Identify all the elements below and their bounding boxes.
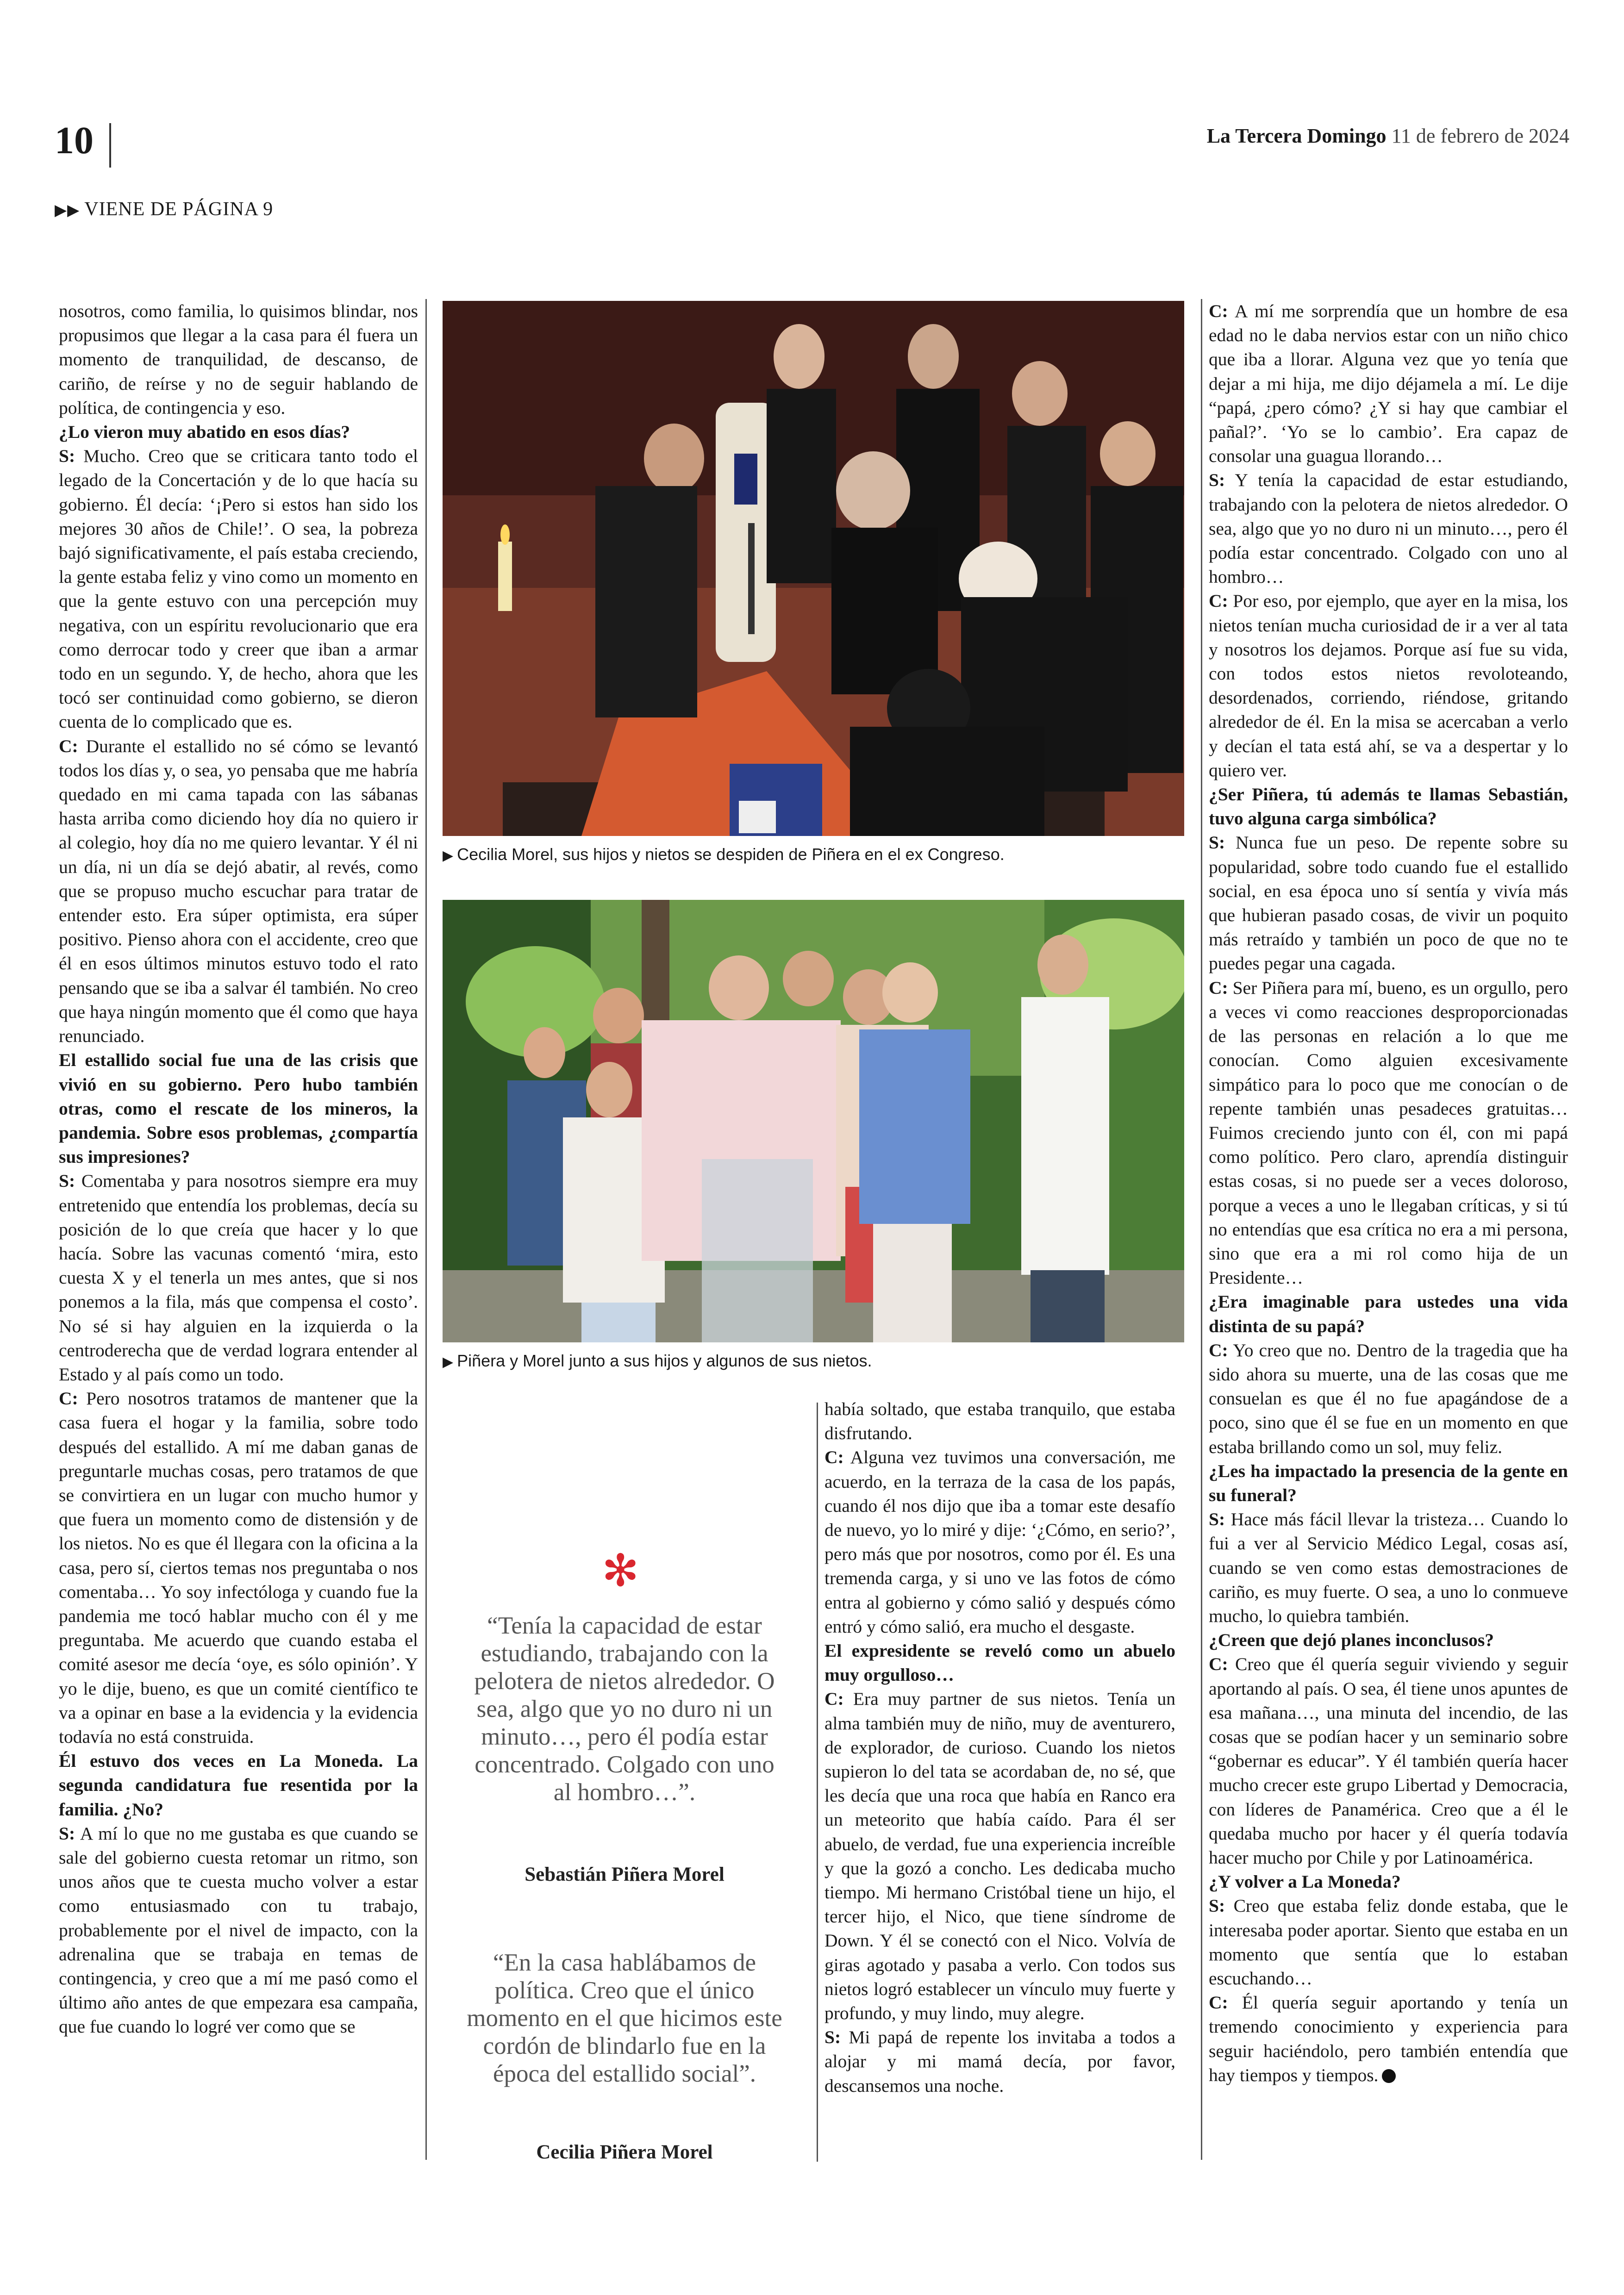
answer-text: Comentaba y para nosotros siempre era muy entretenido que entendía los problemas, decía su posición de lo que creía que hacer y lo que hacía. Sobre las vacunas comentó ‘mira, esto cuesta X y el tenerla un mes antes, que si nos ponemos a la fila, más que compensa el costo’. No sé si hay alguien en la izquierda o la centroderecha que de verdad lograra entender al Estado y al país como un todo.	[59, 1171, 418, 1384]
speaker-label: S:	[1209, 470, 1225, 491]
page-number: 10	[55, 119, 94, 162]
interview-answer	[59, 1169, 418, 1386]
page-number-divider	[109, 123, 111, 168]
interview-answer	[1209, 589, 1568, 782]
interview-answer	[824, 2025, 1175, 2098]
photo-funeral-image	[443, 301, 1184, 836]
photo-family-image	[443, 900, 1184, 1342]
speaker-label: C:	[1209, 1992, 1228, 2013]
photo-caption-2	[443, 1351, 872, 1372]
article-paragraph: nosotros, como familia, lo quisimos blindar, nos propusimos que llegar a la casa para él fuera un momento de tranquilidad, de descanso, de cariño, de reírse y no de seguir hablando de política, de contingencia y eso.	[59, 301, 418, 418]
interview-answer	[824, 1687, 1175, 2025]
answer-text: Yo creo que no. Dentro de la tragedia que ha sido ahora su muerte, una de las cosas que me consuelan es que él no fue apagándose de a poco, sino que él se fue en un momento en que estaba brillando como un sol, muy feliz.	[1209, 1340, 1568, 1457]
interview-answer	[1209, 299, 1568, 468]
end-of-article-icon	[1382, 2069, 1396, 2083]
answer-text: A mí lo que no me gustaba es que cuando se sale del gobierno cuesta retomar un ritmo, son unos años que te cuesta mucho volver a estar como entusiasmado con tu trabajo, probablemente por el nivel de impacto, con la adrenalina que se trabaja en temas de contingencia, y creo que a mí me pasó como el último año antes de que empezara esa campaña, que fue cuando lo logré ver como que se	[59, 1823, 418, 2037]
answer-text: Durante el estallido no sé cómo se levantó todos los días y, o sea, yo pensaba que me habría quedado en mi cama tapada con las sábanas hasta arriba como diciendo hoy día no quiero ir al colegio, hoy día no me quiero levantar. Y él ni un día, ni un día se dejó abatir, al revés, como que se propuso mucho escuchar para tratar de entender esto. Era súper optimista, era súper positivo. Pienso ahora con el accidente, creo que él en esos últimos minutos estuvo todo el rato pensando que se iba a salvar él también. No creo que haya ningún momento que él como que haya renunciado.	[59, 736, 418, 1047]
photo-funeral-farewell	[443, 301, 1184, 836]
interview-question: ¿Creen que dejó planes inconclusos?	[1209, 1630, 1494, 1651]
answer-text: Creo que estaba feliz donde estaba, que le interesaba poder aportar. Siento que estaba en un momento que sentía que lo estaban escuchando…	[1209, 1896, 1568, 1989]
interview-answer	[59, 1386, 418, 1749]
interview-question: ¿Era imaginable para ustedes una vida distinta de su papá?	[1209, 1291, 1568, 1336]
interview-answer	[59, 734, 418, 1048]
interview-question: ¿Lo vieron muy abatido en esos días?	[59, 422, 350, 443]
answer-text: Era muy partner de sus nietos. Tenía un alma también muy de niño, muy de aventurero, de explorador, de curioso. Cuando los nietos supieron lo del tata se acordaban de, no sé, que les decía que una roca que había en Ranco era un meteorito que había caído. Para él ser abuelo, de verdad, fue una experiencia increíble y que la gozó a concho. Les dedicaba mucho tiempo. Mi hermano Cristóbal tiene un hijo, el tercer hijo, el Nico, que tiene síndrome de Down. Y él se conectó con el Nico. Volvía de giras agotado y pasaba a verlo. Con todos sus nietos logró establecer un vínculo muy fuerte y profundo, y muy lindo, muy alegre.	[824, 1689, 1175, 2024]
continued-from	[55, 198, 273, 220]
answer-text: Él quería seguir aportando y tenía un tremendo conocimiento y experiencia para seguir haciéndolo, pero también entendía que hay tiempos y tiempos.	[1209, 1992, 1568, 2085]
pull-quote-2-author: Cecilia Piñera Morel	[536, 2141, 713, 2163]
interview-answer	[1209, 976, 1568, 1290]
speaker-label: S:	[1209, 1896, 1225, 1916]
caption-triangle-icon: ▶	[443, 848, 454, 863]
column-divider	[1201, 299, 1202, 2160]
interview-question: El expresidente se reveló como un abuelo muy orgulloso…	[824, 1640, 1175, 1685]
continued-from-label: VIENE DE PÁGINA 9	[84, 199, 274, 220]
article-column-3	[824, 1397, 1175, 2098]
interview-answer	[1209, 468, 1568, 589]
photo-caption-1	[443, 844, 1005, 866]
column-divider	[817, 1403, 818, 2162]
answer-text: Ser Piñera para mí, bueno, es un orgullo, pero a veces vi como reacciones desproporcionadas de las personas en relación a lo que me conocían. Como alguien excesivamente simpático para lo poco que me conocían o de repente también unas pesadeces gratuitas… Fuimos creciendo junto con él, con mi papá como político. Pero claro, aprendía distinguir estas cosas, si no puede ser a veces doloroso, porque a veces a uno le llegaban críticas, y si tú no entendías que esa crítica no era a mi persona, sino que era a mi rol como hija de un Presidente…	[1209, 977, 1568, 1288]
masthead	[1207, 124, 1569, 148]
publication-date: 11 de febrero de 2024	[1391, 125, 1569, 147]
caption-triangle-icon: ▶	[443, 1354, 454, 1370]
speaker-label: C:	[59, 1388, 78, 1409]
speaker-label: S:	[824, 2027, 841, 2048]
answer-text: Nunca fue un peso. De repente sobre su popularidad, sobre todo cuando fue el estallido social, en esa época uno sí sentía y vivía más que hubieran pasado cosas, de vivir un poquito más retraído y también un poco de que no te puedes pegar una cagada.	[1209, 832, 1568, 974]
speaker-label: S:	[59, 1823, 75, 1844]
pull-quote-1-author: Sebastián Piñera Morel	[525, 1864, 725, 1885]
pull-quote-1: “Tenía la capacidad de estar estudiando, trabajando con la pelotera de nietos alrededor. O sea, algo que yo no duro ni un minuto…, pero él podía estar concentrado. Colgado con uno al hombro…”.	[474, 1612, 775, 1806]
interview-question: ¿Y volver a La Moneda?	[1209, 1871, 1401, 1892]
speaker-label: S:	[1209, 832, 1225, 853]
photo-caption-text: Piñera y Morel junto a sus hijos y algunos de sus nietos.	[457, 1351, 872, 1370]
speaker-label: C:	[824, 1447, 844, 1468]
answer-text: Alguna vez tuvimos una conversación, me acuerdo, en la terraza de la casa de los papás, cuando él nos dijo que iba a tomar este desafío de nuevo, yo lo miré y dije: ‘¿Cómo, en serio?’, pero más que por nosotros, como por él. Es una tremenda carga, y si uno ve las fotos de cómo entra al gobierno y cómo salió y después cómo entró y cómo salió, era mucho el desgaste.	[824, 1447, 1175, 1637]
interview-answer	[59, 1821, 418, 2039]
interview-answer	[1209, 1507, 1568, 1628]
column-divider	[425, 299, 427, 2160]
answer-text: Mucho. Creo que se criticara tanto todo el legado de la Concertación y de lo que hacía su gobierno. Él decía: ‘¡Pero si estos han sido los mejores 30 años de Chile!’. O sea, la pobreza bajó significativamente, el país estaba creciendo, la gente estaba feliz y vino como un momento en que la gente estuvo con una percepción muy negativa, con un espíritu revolucionario que era como derrocar todo y creer que iban a armar todo en un segundo. Y, de hecho, ahora que les tocó ser continuidad como gobierno, se dieron cuenta de lo complicado que es.	[59, 446, 418, 732]
interview-question: ¿Les ha impactado la presencia de la gente en su funeral?	[1209, 1460, 1568, 1505]
article-column-1	[59, 299, 418, 2039]
answer-text: Pero nosotros tratamos de mantener que la casa fuera el hogar y la familia, sobre todo después del estallido. A mí me daban ganas de preguntarle muchas cosas, pero tratamos de que se convirtiera en un lugar con mucho humor y que fuera un momento como de distensión y de los nietos. No es que él llegara con la oficina a la casa, pero sí, ciertos temas nos preguntaba o nos comentaba… Yo soy infectóloga y cuando fue la pandemia me tocó hablar mucho con él y me preguntaba. Me acuerdo que cuando estaba el comité asesor me decía ‘oye, es sólo opinión’. Y yo le dije, bueno, es que un comité científico te va a opinar en base a la evidencia y la evidencia todavía no está construida.	[59, 1388, 418, 1747]
interview-question: ¿Ser Piñera, tú además te llamas Sebastián, tuvo alguna carga simbólica?	[1209, 784, 1568, 829]
pull-quote-2: “En la casa hablábamos de política. Creo que el único momento en el que hicimos este cordón de blindarlo fue en la época del estallido social”.	[467, 1949, 782, 2087]
speaker-label: C:	[59, 736, 78, 756]
asterisk-icon: ✻	[602, 1545, 639, 1597]
speaker-label: C:	[1209, 591, 1228, 611]
speaker-label: S:	[1209, 1509, 1225, 1530]
interview-answer	[1209, 1338, 1568, 1459]
answer-text: Creo que él quería seguir viviendo y seguir aportando al país. O sea, él tiene unos apuntes de esa mañana…, una minuta del incendio, de las cosas que se podían hacer y un seminario sobre “gobernar es educar”. Y él también quería hacer mucho crecer este grupo Libertad y Democracia, con líderes de Panamérica. Creo que a él le quedaba mucho por hacer y él quería todavía hacer mucho por Chile y por Latinoamérica.	[1209, 1654, 1568, 1868]
speaker-label: C:	[1209, 977, 1228, 998]
interview-answer	[1209, 830, 1568, 975]
answer-text: Por eso, por ejemplo, que ayer en la misa, los nietos tenían mucha curiosidad de ir a ver al tata y nosotros los dejamos. Porque así fue su vida, con todos estos nietos revoloteando, desordenados, corriendo, riéndose, gritando alrededor de él. En la misa se acercaban a verlo y decían el tata está ahí, se va a despertar y lo quiero ver.	[1209, 591, 1568, 780]
photo-family-group	[443, 900, 1184, 1342]
photo-caption-text: Cecilia Morel, sus hijos y nietos se despiden de Piñera en el ex Congreso.	[457, 845, 1005, 864]
answer-text: Hace más fácil llevar la tristeza… Cuando lo fui a ver al Servicio Médico Legal, cosas así, cuando se ven como estas demostraciones de cariño, es muy fuerte. O sea, a uno lo conmueve mucho, lo quiebra también.	[1209, 1509, 1568, 1626]
answer-text: A mí me sorprendía que un hombre de esa edad no le daba nervios estar con un niño chico que iba a llorar. Alguna vez que yo tenía que dejar a mi hija, me dijo déjamela a mí. Le dije “papá, ¿pero cómo? ¿Y si hay que cambiar el pañal?’. ‘Yo se lo cambio’. Era capaz de consolar una guagua llorando…	[1209, 301, 1568, 467]
speaker-label: S:	[59, 446, 75, 467]
interview-answer	[1209, 1894, 1568, 1990]
article-paragraph: había soltado, que estaba tranquilo, que estaba disfrutando.	[824, 1399, 1175, 1444]
double-arrow-icon: ▶▶	[55, 202, 80, 219]
interview-question: El estallido social fue una de las crisis que vivió en su gobierno. Pero hubo también otras, como el rescate de los mineros, la pandemia. Sobre esos problemas, ¿compartía sus impresiones?	[59, 1050, 418, 1167]
speaker-label: C:	[1209, 1340, 1228, 1360]
speaker-label: S:	[59, 1171, 75, 1191]
interview-answer	[824, 1445, 1175, 1639]
article-column-4	[1209, 299, 1568, 2087]
speaker-label: C:	[1209, 301, 1228, 321]
speaker-label: C:	[1209, 1654, 1228, 1675]
interview-answer	[1209, 1652, 1568, 1870]
interview-question: Él estuvo dos veces en La Moneda. La segunda candidatura fue resentida por la familia. ¿No?	[59, 1751, 418, 1820]
speaker-label: C:	[824, 1689, 844, 1709]
publication-name: La Tercera Domingo	[1206, 125, 1387, 147]
interview-answer	[59, 444, 418, 734]
answer-text: Mi papá de repente los invitaba a todos a alojar y mi mamá decía, por favor, descansemos una noche.	[824, 2027, 1175, 2096]
answer-text: Y tenía la capacidad de estar estudiando, trabajando con la pelotera de nietos alrededor. O sea, algo que yo no duro ni un minuto…, pero él podía estar concentrado. Colgado con uno al hombro…	[1209, 470, 1568, 587]
interview-answer	[1209, 1990, 1568, 2087]
